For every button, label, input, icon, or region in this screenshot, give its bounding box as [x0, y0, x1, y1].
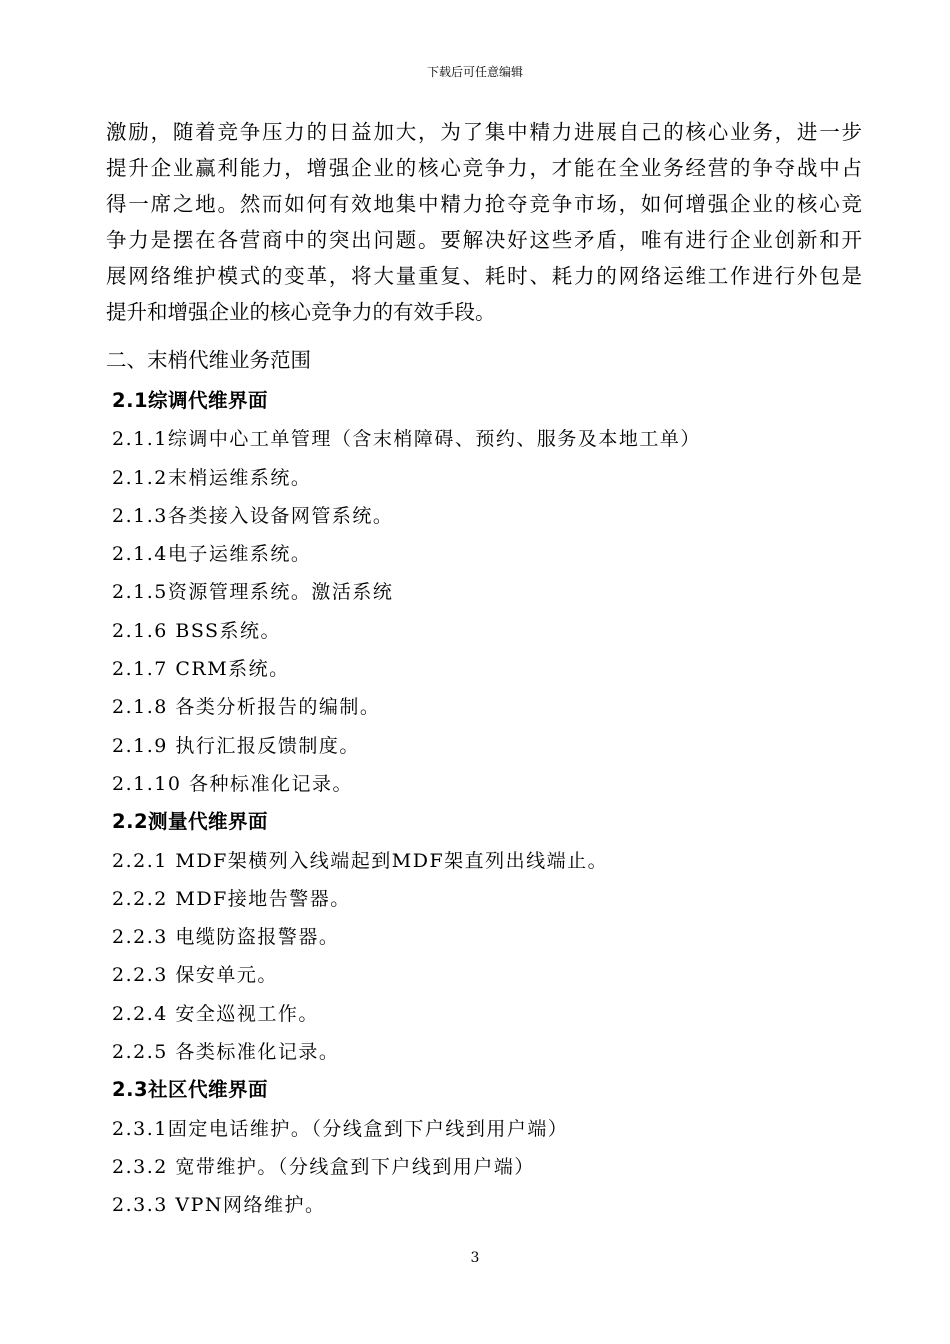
list-item: 2.2.4 安全巡视工作。	[112, 1002, 319, 1025]
subsection-heading: 2.3社区代维界面	[112, 1078, 269, 1102]
body-paragraph	[106, 114, 862, 330]
section-heading: 二、末梢代维业务范围	[106, 348, 311, 372]
list-item: 2.1.2末梢运维系统。	[112, 466, 312, 489]
list-item: 2.1.7 CRM系统。	[112, 658, 290, 681]
paragraph-line: 争力是摆在各营商中的突出问题。要解决好这些矛盾，唯有进行企业创新和开	[106, 228, 862, 252]
list-item: 2.1.4电子运维系统。	[112, 543, 312, 566]
list-item: 2.1.10 各种标准化记录。	[112, 772, 353, 795]
scope-list	[112, 382, 852, 1225]
list-item: 2.1.5资源管理系统。激活系统	[112, 581, 394, 604]
list-item: 2.2.5 各类标准化记录。	[112, 1041, 340, 1064]
list-item: 2.1.1综调中心工单管理（含末梢障碍、预约、服务及本地工单）	[112, 428, 701, 451]
page-number: 3	[470, 1250, 480, 1266]
list-item: 2.2.1 MDF架横列入线端起到MDF架直列出线端止。	[112, 849, 609, 872]
list-item: 2.1.8 各类分析报告的编制。	[112, 696, 381, 719]
list-item: 2.3.3 VPN网络维护。	[112, 1194, 326, 1217]
list-item: 2.2.3 电缆防盗报警器。	[112, 926, 340, 949]
paragraph-line: 激励，随着竞争压力的日益加大，为了集中精力进展自己的核心业务，进一步	[106, 120, 862, 144]
list-item: 2.1.9 执行汇报反馈制度。	[112, 734, 360, 757]
list-item: 2.1.3各类接入设备网管系统。	[112, 504, 394, 527]
list-item: 2.2.3 保安单元。	[112, 964, 278, 987]
list-item: 2.1.6 BSS系统。	[112, 619, 282, 642]
page-header: 下载后可任意编辑	[426, 65, 523, 79]
paragraph-line: 提升和增强企业的核心竞争力的有效手段。	[106, 300, 496, 324]
list-item: 2.2.2 MDF接地告警器。	[112, 887, 351, 910]
paragraph-line: 提升企业赢利能力，增强企业的核心竞争力，才能在全业务经营的争夺战中占	[106, 156, 862, 180]
subsection-heading: 2.2测量代维界面	[112, 810, 269, 834]
list-item: 2.3.1固定电话维护。（分线盒到下户线到用户端）	[112, 1117, 569, 1140]
subsection-heading: 2.1综调代维界面	[112, 389, 269, 412]
paragraph-line: 展网络维护模式的变革，将大量重复、耗时、耗力的网络运维工作进行外包是	[106, 264, 862, 288]
paragraph-line: 得一席之地。然而如何有效地集中精力抢夺竞争市场，如何增强企业的核心竞	[106, 192, 862, 216]
list-item: 2.3.2 宽带维护。（分线盒到下户线到用户端）	[112, 1155, 535, 1178]
